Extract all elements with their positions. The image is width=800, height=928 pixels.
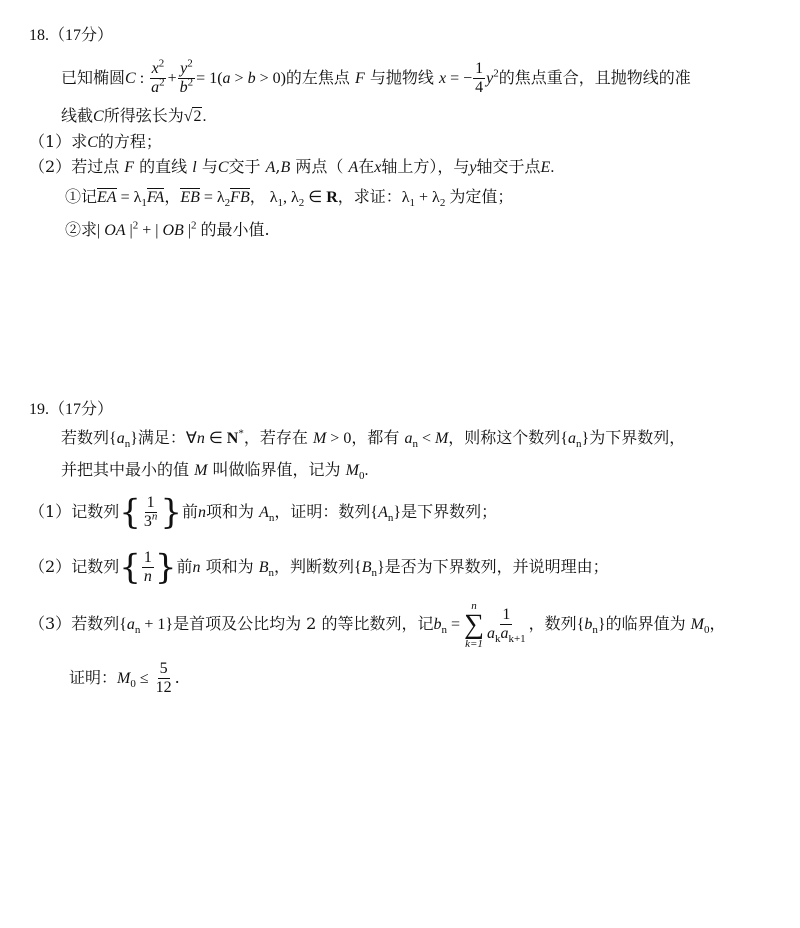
fraction: $\frac{1}{3^n}$ — [143, 494, 158, 530]
q19-stem-text: 并把其中最小的值 — [61, 460, 190, 479]
q19-number: 19. — [29, 401, 49, 418]
part-text: 是下界数列； — [401, 502, 498, 521]
part-text: 前 — [181, 502, 198, 521]
fraction: $\frac{1}{n}$ — [143, 549, 152, 585]
q18-number: 18. — [29, 27, 49, 44]
q18-sub1: ①记EA = $\lambda_1FA$，EB = $\lambda_2FB$， $\lambda_1$, $\lambda_2$ ∈ R，求证：$\lambda_1 + \lambda_2$ 为定值； — [65, 187, 514, 210]
part-text: 若过点 — [71, 157, 120, 176]
q18-stem-line2: 线截C所得弦长为√2. — [61, 106, 207, 125]
q19-stem-text: 为下界数列， — [589, 428, 686, 447]
q18-stem-text: 的左焦点 — [285, 68, 350, 87]
q18-stem-text: 已知椭圆 — [61, 68, 126, 87]
q18-part1: （1）求C的方程； — [29, 132, 162, 151]
q19-stem-text: ，则称这个数列 — [448, 428, 561, 447]
part-number: （1） — [29, 132, 72, 151]
part-text: 项和为 — [205, 557, 254, 576]
part-text: ，数列 — [528, 614, 577, 633]
q18-part2: （2）若过点 F 的直线 l 与C交于 A,B 两点（ A在x轴上方），与y轴交于点E. — [29, 157, 555, 176]
q19-score: （17分） — [49, 401, 114, 418]
q19-stem-text: 满足： — [137, 428, 186, 447]
part-text: 记数列 — [71, 502, 120, 521]
part-number: （3） — [29, 614, 72, 633]
q19-part2: （2）记数列{ $\frac{1}{n}$ }前n 项和为 $B_n$，判断数列$\{B_n\}$是否为下界数列，并说明理由； — [29, 547, 609, 588]
sub-text: 的最小值. — [200, 220, 270, 239]
part-text: 轴上方），与 — [381, 157, 470, 176]
fraction: $\frac{x^2}{a^2}$ — [151, 57, 165, 96]
part-text: . — [174, 668, 180, 687]
sub-text: 为定值； — [449, 187, 514, 206]
part-text: 证明： — [69, 668, 118, 687]
part-text: 求 — [71, 132, 88, 151]
q19-part3-proof: 证明：$M_0$ ≤ $\frac{5}{12}$ . — [69, 660, 180, 696]
q19-part1: （1）记数列{ $\frac{1}{3^n}$ }前n项和为 $A_n$，证明：数列$\{A_n\}$是下界数列； — [29, 492, 498, 533]
part-text: 的临界值为 — [605, 614, 686, 633]
q18-stem-text: 线截 — [61, 106, 94, 125]
q18-header — [29, 24, 113, 48]
part-text: 记数列 — [71, 557, 120, 576]
q19-header — [29, 398, 113, 422]
q19-stem-text: 若数列 — [61, 428, 110, 447]
part-text: 在 — [358, 157, 375, 176]
part-text: ， — [709, 614, 726, 633]
sub-text: ，求证： — [337, 187, 402, 206]
part-text: 是首项及公比均为 2 的等比数列，记 — [173, 614, 434, 633]
part-text: 项和为 — [206, 502, 255, 521]
fraction: $\frac{y^2}{b^2}$ — [179, 57, 194, 96]
q18-stem-text: 与抛物线 — [369, 68, 434, 87]
part-text: 是否为下界数列，并说明理由； — [384, 557, 609, 576]
summation: n ∑ k=1 — [463, 599, 484, 650]
q18-score: （17分） — [49, 27, 114, 44]
q19-part3: （3）若数列$\{a_n + 1\}$是首项及公比均为 2 的等比数列，记$b_n$ = n ∑ k=1 $\frac{1}{a_ka_{k+1}}$ ，数列$\{b_n\}$的临界值为 $M_0$， — [29, 599, 726, 650]
part-number: （1） — [29, 502, 72, 521]
q19-stem-text: 叫做临界值，记为 — [212, 460, 341, 479]
fraction: $\frac{5}{12}$ — [155, 660, 172, 696]
q19-stem-text: ，都有 — [351, 428, 400, 447]
fraction: $\frac{1}{4}$ — [475, 60, 484, 96]
sub-mark: ①记 — [65, 187, 98, 206]
q18-stem-line1: 已知椭圆C : $\frac{x^2}{a^2}$ + $\frac{y^2}{b^2}$ = 1(a > b > 0)的左焦点 F 与抛物线 x = − $\frac{1}{4}$ $y^2$的焦点重合，且抛物线的准 — [61, 57, 691, 96]
part-text: 前 — [176, 557, 193, 576]
part-text: 的直线 — [139, 157, 188, 176]
part-text: 与 — [201, 157, 218, 176]
part-text: 轴交于点 — [476, 157, 541, 176]
part-text: ，判断数列 — [273, 557, 354, 576]
part-number: （2） — [29, 157, 72, 176]
fraction: $\frac{1}{a_ka_{k+1}}$ — [486, 606, 526, 646]
part-text: 的方程； — [97, 132, 162, 151]
part-text: 交于 — [228, 157, 261, 176]
part-text: 两点（ — [295, 157, 344, 176]
q19-stem-line1: 若数列$\{a_n\}$满足：∀n ∈ N*，若存在 M > 0，都有 $a_n < M$，则称这个数列$\{a_n\}$为下界数列， — [61, 427, 686, 451]
part-text: ，证明：数列 — [274, 502, 371, 521]
q18-stem-text: 的焦点重合，且抛物线的准 — [498, 68, 691, 87]
part-number: （2） — [29, 557, 72, 576]
q18-sub2: ②求| OA $|^2$ + | OB $|^2$ 的最小值. — [65, 219, 270, 239]
sub-mark: ②求 — [65, 220, 98, 239]
q18-stem-text: 所得弦长为 — [103, 106, 184, 125]
part-text: 若数列 — [71, 614, 120, 633]
q19-stem-line2: 并把其中最小的值 M 叫做临界值，记为 $M_0$. — [61, 460, 369, 483]
q19-stem-text: ，若存在 — [243, 428, 308, 447]
